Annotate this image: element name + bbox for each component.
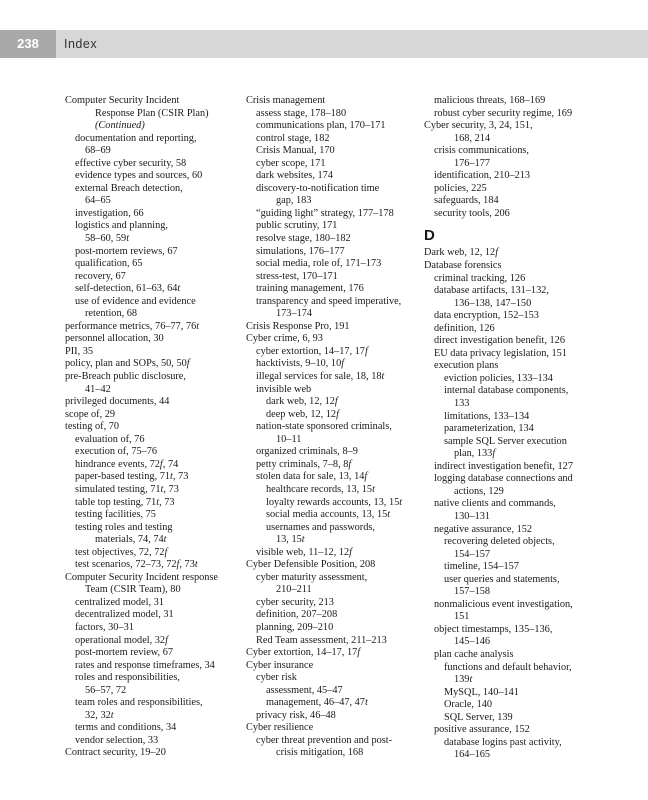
page-type-suffix: t: [126, 233, 130, 245]
index-entry: self-detection, 61–63, 64t: [75, 283, 181, 295]
index-entry: 157–158: [454, 586, 491, 598]
index-entry: 136–138, 147–150: [454, 297, 532, 309]
index-entry: 168, 214: [454, 132, 491, 144]
index-entry: team roles and responsibilities,: [75, 697, 203, 709]
index-entry: Crisis Response Pro, 191: [246, 320, 350, 332]
page-type-suffix: f: [357, 647, 361, 659]
index-entry: Oracle, 140: [444, 699, 493, 711]
index-column-2: [246, 95, 422, 760]
index-entry: stress-test, 170–171: [256, 270, 338, 282]
index-entry: transparency and speed imperative,: [256, 295, 402, 307]
index-entry: personnel allocation, 30: [65, 333, 164, 345]
page-type-suffix: t: [163, 534, 167, 546]
index-entry: factors, 30–31: [75, 621, 134, 633]
page-type-suffix: t: [110, 709, 114, 721]
page-type-suffix: t: [372, 483, 375, 495]
index-entry: SQL Server, 139: [444, 711, 513, 723]
index-entry: public scrutiny, 171: [256, 220, 338, 232]
index-entry: planning, 209–210: [256, 621, 334, 633]
index-entry: Cyber extortion, 14–17, 17f: [246, 647, 361, 659]
index-entry: assessment, 45–47: [266, 684, 343, 696]
index-entry: data encryption, 152–153: [434, 310, 539, 322]
page-type-suffix: f: [364, 345, 368, 357]
index-entry: Contract security, 19–20: [65, 747, 166, 759]
index-entry: centralized model, 31: [75, 596, 164, 608]
index-entry: cyber extortion, 14–17, 17f: [256, 345, 368, 357]
index-entry: assess stage, 178–180: [256, 107, 347, 119]
index-entry: eviction policies, 133–134: [444, 372, 553, 384]
index-entry: internal database components,: [444, 385, 569, 397]
index-entry: materials, 74, 74t: [95, 534, 167, 546]
index-column-3: [424, 95, 600, 762]
index-entry: 68–69: [85, 145, 111, 157]
index-entry: table top testing, 71t, 73: [75, 496, 175, 508]
index-entry: organized criminals, 8–9: [256, 446, 358, 458]
page-type-suffix: t: [194, 559, 198, 571]
index-entry: Response Plan (CSIR Plan): [95, 107, 209, 119]
index-entry: sample SQL Server execution: [444, 435, 567, 447]
index-entry: logistics and planning,: [75, 220, 168, 232]
index-entry: 13, 15t: [276, 534, 305, 546]
index-entry: pre-Breach public disclosure,: [65, 371, 186, 383]
index-entry: nation-state sponsored criminals,: [256, 421, 392, 433]
index-entry: deep web, 12, 12f: [266, 408, 339, 420]
index-entry: dark websites, 174: [256, 170, 333, 182]
page-type-suffix: t: [301, 534, 305, 546]
index-entry: simulated testing, 71t, 73: [75, 483, 179, 495]
page-type-suffix: t: [170, 471, 173, 483]
index-entry: evaluation of, 76: [75, 433, 145, 445]
index-entry: Database forensics: [424, 260, 502, 272]
index-entry: performance metrics, 76–77, 76t: [65, 320, 200, 332]
index-entry: logging database connections and: [434, 473, 573, 485]
index-entry: post-mortem reviews, 67: [75, 245, 178, 257]
index-entry: plan, 133f: [454, 448, 496, 460]
index-entry: indirect investigation benefit, 127: [434, 460, 573, 472]
index-entry: stolen data for sale, 13, 14f: [256, 471, 368, 483]
index-entry: user queries and statements,: [444, 573, 560, 585]
page-type-suffix: f: [341, 358, 345, 370]
index-entry: 145–146: [454, 636, 491, 648]
index-entry: negative assurance, 152: [434, 523, 533, 535]
index-entry: external Breach detection,: [75, 182, 183, 194]
page-number: 238: [0, 30, 56, 58]
index-entry: evidence types and sources, 60: [75, 170, 203, 182]
index-entry: visible web, 11–12, 12f: [256, 546, 353, 558]
index-entry: training management, 176: [256, 283, 364, 295]
index-entry: testing of, 70: [65, 421, 120, 433]
index-entry: parameterization, 134: [444, 423, 534, 435]
index-entry: paper-based testing, 71t, 73: [75, 471, 189, 483]
page-type-suffix: f: [364, 471, 368, 483]
index-entry: vendor selection, 33: [75, 734, 159, 746]
index-entry: policies, 225: [434, 182, 487, 194]
index-entry: cyber scope, 171: [256, 157, 326, 169]
index-entry: hindrance events, 72f, 74: [75, 458, 179, 470]
index-entry: 41–42: [85, 383, 111, 395]
index-entry: recovering deleted objects,: [444, 536, 555, 548]
index-entry: effective cyber security, 58: [75, 157, 187, 169]
index-entry: petty criminals, 7–8, 8f: [256, 458, 352, 470]
index-entry: decentralized model, 31: [75, 609, 174, 621]
index-entry: healthcare records, 13, 15t: [266, 483, 375, 495]
index-entry: social media, role of, 171–173: [256, 258, 382, 270]
index-entry: 130–131: [454, 510, 491, 522]
index-entry: use of evidence and evidence: [75, 295, 196, 307]
page-type-suffix: f: [159, 458, 163, 470]
index-entry: Dark web, 12, 12f: [424, 247, 499, 259]
index-entry: direct investigation benefit, 126: [434, 335, 565, 347]
index-entry: timeline, 154–157: [444, 561, 519, 573]
index-entry: gap, 183: [276, 195, 312, 207]
index-entry: test scenarios, 72–73, 72f, 73t: [75, 559, 198, 571]
page-type-suffix: t: [381, 371, 385, 383]
index-entry: definition, 126: [434, 322, 495, 334]
index-entry: Crisis management: [246, 95, 326, 106]
index-entry: positive assurance, 152: [434, 724, 530, 736]
index-entry: native clients and commands,: [434, 498, 556, 510]
index-entry: policy, plan and SOPs, 50, 50f: [65, 358, 190, 370]
index-entry: 64–65: [85, 195, 111, 207]
index-entry: loyalty rewards accounts, 13, 15t: [266, 496, 403, 508]
index-entry: 151: [454, 611, 470, 623]
page-type-suffix: t: [364, 697, 368, 709]
index-entry: Cyber resilience: [246, 722, 314, 734]
index-entry: Crisis Manual, 170: [256, 145, 335, 157]
index-entry: control stage, 182: [256, 132, 330, 144]
index-entry: Computer Security Incident: [65, 95, 180, 106]
index-entry: invisible web: [256, 383, 312, 395]
index-entry: management, 46–47, 47t: [266, 697, 368, 709]
page-type-suffix: t: [177, 283, 181, 295]
index-column-1: [65, 95, 241, 760]
index-entry: 173–174: [276, 308, 313, 320]
index-entry: functions and default behavior,: [444, 661, 572, 673]
index-entry: 210–211: [276, 584, 312, 596]
page-type-suffix: f: [165, 634, 168, 646]
index-entry: 32, 32t: [85, 709, 114, 721]
index-entry: hacktivists, 9–10, 10f: [256, 358, 345, 370]
index-entry: Team (CSIR Team), 80: [85, 584, 181, 596]
index-entry: database artifacts, 131–132,: [434, 285, 549, 297]
index-entry: privileged documents, 44: [65, 396, 170, 408]
index-entry: crisis mitigation, 168: [276, 747, 364, 759]
index-entry: rates and response timeframes, 34: [75, 659, 215, 671]
index-entry: Cyber insurance: [246, 659, 314, 671]
page-type-suffix: t: [160, 483, 164, 495]
index-entry: social media accounts, 13, 15t: [266, 509, 391, 521]
index-entry: simulations, 176–177: [256, 245, 345, 257]
index-entry: execution plans: [434, 360, 499, 372]
index-entry: resolve stage, 180–182: [256, 233, 351, 245]
index-entry: cyber risk: [256, 672, 297, 684]
page-type-suffix: f: [186, 358, 190, 370]
index-entry: 154–157: [454, 548, 491, 560]
index-entry: post-mortem review, 67: [75, 647, 173, 659]
index-entry: criminal tracking, 126: [434, 272, 526, 284]
page-type-suffix: t: [399, 496, 403, 508]
index-entry: documentation and reporting,: [75, 132, 197, 144]
index-entry: Cyber security, 3, 24, 151,: [424, 120, 533, 132]
index-entry: recovery, 67: [75, 270, 126, 282]
index-entry: operational model, 32f: [75, 634, 168, 646]
index-entry: 58–60, 59t: [85, 233, 130, 245]
index-entry: Cyber crime, 6, 93: [246, 333, 323, 345]
index-entry: safeguards, 184: [434, 195, 499, 207]
index-entry: 139t: [454, 674, 473, 686]
index-entry: qualification, 65: [75, 258, 143, 270]
page-type-suffix: t: [469, 674, 473, 686]
running-head-title: Index: [64, 37, 98, 51]
index-entry: 56–57, 72: [85, 684, 127, 696]
index-entry: limitations, 133–134: [444, 410, 530, 422]
index-entry: “guiding light” strategy, 177–178: [256, 207, 394, 219]
page-type-suffix: f: [492, 448, 496, 460]
page-type-suffix: f: [349, 546, 353, 558]
index-entry: discovery-to-notification time: [256, 182, 380, 194]
index-entry: (Continued): [95, 120, 145, 132]
page-type-suffix: f: [334, 396, 338, 408]
index-entry: cyber maturity assessment,: [256, 571, 368, 583]
index-entry: cyber security, 213: [256, 596, 334, 608]
index-entry: identification, 210–213: [434, 170, 531, 182]
index-entry: 133: [454, 398, 470, 410]
index-entry: cyber threat prevention and post-: [256, 734, 393, 746]
index-entry: object timestamps, 135–136,: [434, 623, 553, 635]
index-entry: EU data privacy legislation, 151: [434, 347, 567, 359]
index-entry: 164–165: [454, 749, 491, 761]
index-entry: test objectives, 72, 72f: [75, 546, 168, 558]
index-entry: security tools, 206: [434, 207, 510, 219]
index-entry: roles and responsibilities,: [75, 672, 180, 684]
page-type-suffix: t: [196, 320, 200, 332]
index-entry: investigation, 66: [75, 207, 144, 219]
index-entry: actions, 129: [454, 485, 504, 497]
index-entry: plan cache analysis: [434, 648, 514, 660]
index-entry: PII, 35: [65, 345, 94, 357]
index-entry: execution of, 75–76: [75, 446, 158, 458]
index-entry: terms and conditions, 34: [75, 722, 177, 734]
index-entry: 10–11: [276, 433, 302, 445]
index-entry: testing roles and testing: [75, 521, 173, 533]
page-type-suffix: f: [495, 247, 499, 259]
index-entry: malicious threats, 168–169: [434, 95, 546, 106]
index-entry: 176–177: [454, 157, 491, 169]
index-entry: Computer Security Incident response: [65, 571, 218, 583]
page-type-suffix: f: [348, 458, 352, 470]
index-entry: Cyber Defensible Position, 208: [246, 559, 376, 571]
index-entry: dark web, 12, 12f: [266, 396, 338, 408]
index-entry: privacy risk, 46–48: [256, 709, 336, 721]
index-entry: crisis communications,: [434, 145, 529, 157]
index-entry: robust cyber security regime, 169: [434, 107, 573, 119]
page-type-suffix: f: [336, 408, 339, 420]
running-header: [0, 30, 648, 58]
page-type-suffix: t: [387, 509, 391, 521]
index-entry: communications plan, 170–171: [256, 120, 386, 132]
index-entry: retention, 68: [85, 308, 138, 320]
index-entry: Red Team assessment, 211–213: [256, 634, 387, 646]
page-type-suffix: f: [164, 546, 168, 558]
index-entry: illegal services for sale, 18, 18t: [256, 371, 385, 383]
index-entry: usernames and passwords,: [266, 521, 375, 533]
index-entry: definition, 207–208: [256, 609, 338, 621]
section-heading: D: [424, 227, 435, 245]
index-entry: database logins past activity,: [444, 736, 562, 748]
index-entry: scope of, 29: [65, 408, 116, 420]
index-entry: MySQL, 140–141: [444, 686, 519, 698]
page-type-suffix: t: [156, 496, 160, 508]
index-entry: nonmalicious event investigation,: [434, 598, 573, 610]
index-entry: testing facilities, 75: [75, 509, 156, 521]
page-type-suffix: f: [176, 559, 180, 571]
